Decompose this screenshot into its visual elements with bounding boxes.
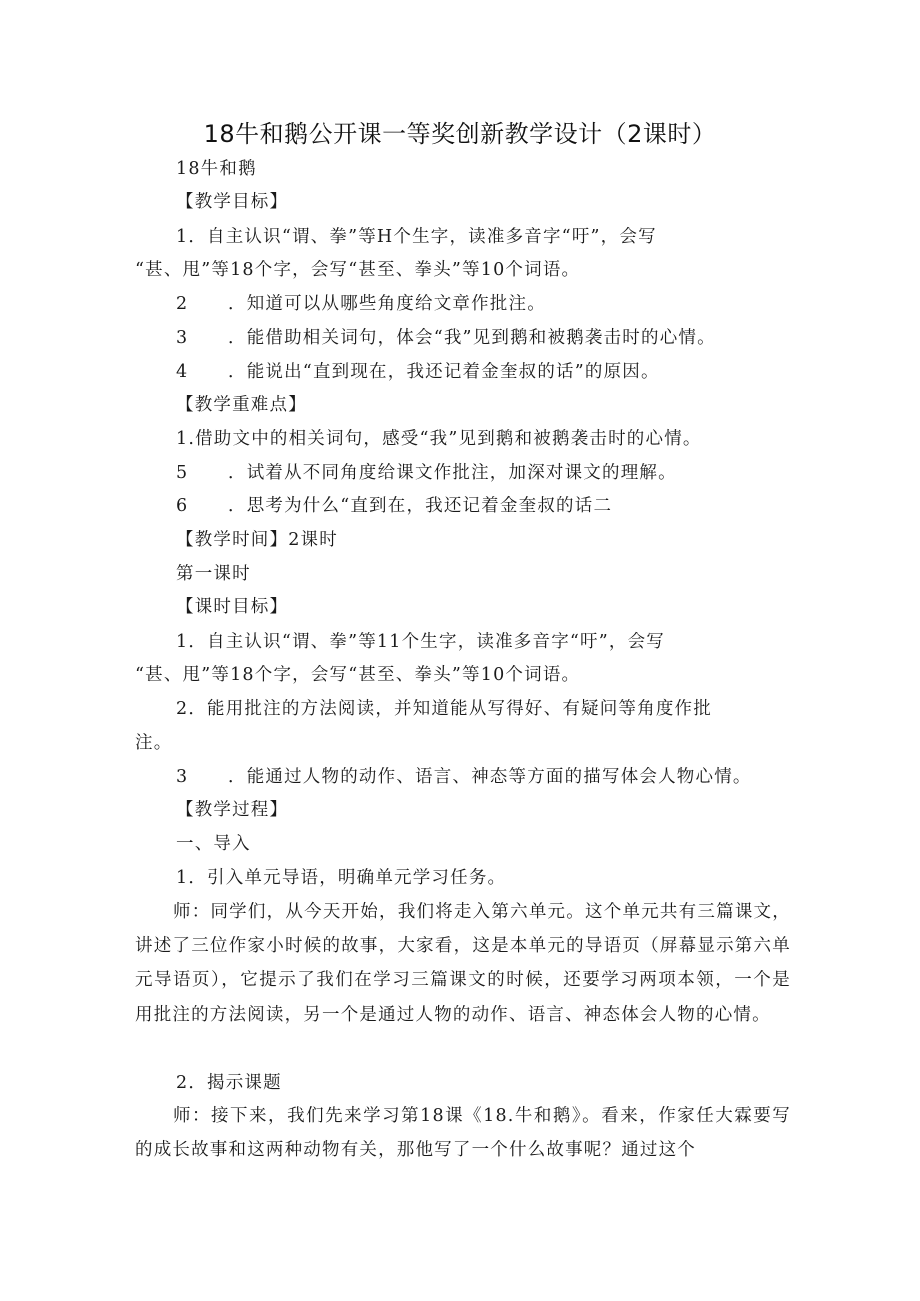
document-title: 18牛和鹅公开课一等奖创新教学设计（2课时） [203,120,717,148]
key-point-2 [176,465,831,483]
key-point-3-number: 6 [176,496,189,516]
process-heading: 【教学过程】 [176,800,289,820]
paragraph-1: 师：同学们，从今天开始，我们将走入第六单元。这个单元共有三篇课文，讲述了三位作家小时候的故事，大家看，这是本单元的导语页（屏幕显示第六单元导语页），它提示了我们在学习三篇课文的时候，还要学习两项本领，一个是用批注的方法阅读，另一个是通过人物的动作、语言、神态体会人物的心情。 [135,902,791,1025]
lesson-goal-2-line-1: 2．能用批注的方法阅读，并知道能从写得好、有疑问等角度作批 [176,699,712,719]
key-point-2-text: ．试着从不同角度给课文作批注，加深对课文的理解。 [228,463,677,483]
goal-1-line-2: “甚、甩”等18个字，会写“甚至、拳头”等10个词语。 [135,260,581,280]
lesson-name: 18牛和鹅 [176,159,257,179]
goals-heading: 【教学目标】 [176,192,289,212]
lesson-goal-2-line-2: 注。 [135,733,173,753]
goal-2-text: ．知道可以从哪些角度给文章作批注。 [228,294,546,314]
key-point-3-text: ．思考为什么“直到在，我还记着金奎叔的话二 [228,496,613,516]
goal-3-text: ．能借助相关词句，体会“我”见到鹅和被鹅袭击时的心情。 [228,328,716,348]
lesson-goals-heading: 【课时目标】 [176,597,289,617]
paragraph-2: 师：接下来，我们先来学习第18课《18.牛和鹅》。看来，作家任大霖要写的成长故事和这两种动物有关，那他写了一个什么故事呢？通过这个 [135,1106,791,1161]
lesson-goal-3 [176,769,831,787]
goal-2-number: 2 [176,294,189,314]
goal-1-line-1: 1．自主认识“谓、拳”等H个生字，读准多音字“吁”，会写 [176,227,657,247]
key-points-heading: 【教学重难点】 [176,395,307,415]
goal-3-number: 3 [176,328,189,348]
lesson-goal-1-line-2: “甚、甩”等18个字，会写“甚至、拳头”等10个词语。 [135,665,581,685]
lesson-goal-3-number: 3 [176,767,189,787]
goal-4-number: 4 [176,362,189,382]
goal-4 [176,364,831,382]
key-point-2-number: 5 [176,463,189,483]
teaching-time: 【教学时间】2课时 [176,530,338,550]
step-2: 2．揭示课题 [176,1073,282,1093]
goal-4-text: ．能说出“直到现在，我还记着金奎叔的话”的原因。 [228,362,660,382]
lesson-one-heading: 第一课时 [176,564,251,584]
step-1: 1．引入单元导语，明确单元学习任务。 [176,868,507,888]
lesson-goal-3-text: ．能通过人物的动作、语言、神态等方面的描写体会人物心情。 [228,767,752,787]
key-point-1: 1.借助文中的相关词句，感受“我”见到鹅和被鹅袭击时的心情。 [176,429,702,449]
lesson-goal-1-line-1: 1．自主认识“谓、拳”等11个生字，读准多音字“吁”，会写 [176,632,665,652]
goal-3 [176,330,831,348]
key-point-3 [176,498,831,516]
section-intro-heading: 一、导入 [176,834,251,854]
goal-2 [176,296,831,314]
